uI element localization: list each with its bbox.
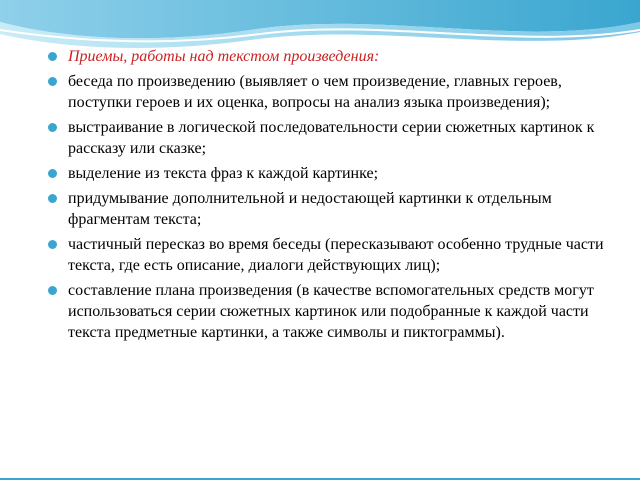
bullet-icon — [48, 194, 57, 203]
list-item — [48, 234, 628, 276]
list-item-text: придумывание дополнительной и недостающей картинки к отдельным фрагментам текста; — [68, 190, 552, 228]
heading-text: Приемы, работы над текстом произведения: — [68, 48, 380, 65]
list-item — [48, 188, 628, 230]
bullet-icon — [48, 52, 57, 61]
list-heading — [48, 46, 628, 67]
list-item-text: выстраивание в логической последовательности серии сюжетных картинок к рассказу или сказке; — [68, 119, 595, 157]
list-item-text: частичный пересказ во время беседы (пересказывают особенно трудные части текста, где есть описание, диалоги действующих лиц); — [68, 236, 604, 274]
bullet-icon — [48, 169, 57, 178]
list-item-text: выделение из текста фраз к каждой картинке; — [68, 165, 379, 182]
list-item — [48, 163, 628, 184]
bullet-icon — [48, 77, 57, 86]
list-item — [48, 280, 628, 343]
bullet-icon — [48, 286, 57, 295]
list-item-text: составление плана произведения (в качестве вспомогательных средств могут использоваться серии сюжетных картинок или подобранные к каждой части текста предметные картинки, а также символы и пиктограммы). — [68, 282, 594, 341]
bullet-list — [48, 46, 628, 347]
bullet-icon — [48, 240, 57, 249]
list-item — [48, 71, 628, 113]
bullet-icon — [48, 123, 57, 132]
list-item-text: беседа по произведению (выявляет о чем произведение, главных героев, поступки героев и их оценка, вопросы на анализ языка произведения); — [68, 73, 562, 111]
list-item — [48, 117, 628, 159]
